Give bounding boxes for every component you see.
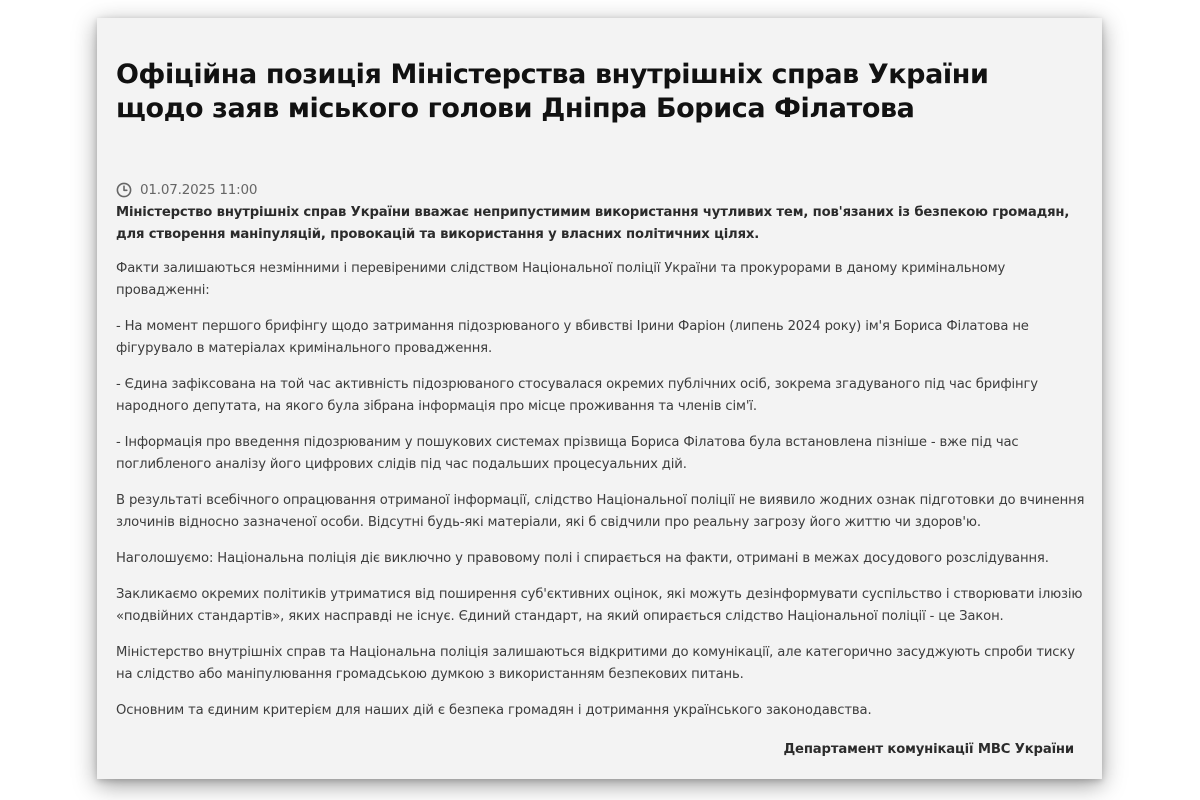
clock-icon (116, 182, 132, 198)
article-paragraph: Основним та єдиним критерієм для наших дій є безпека громадян і дотримання українського законодавства. (116, 703, 872, 718)
article-paragraph: Наголошуємо: Національна поліція діє виключно у правовому полі і спирається на факти, отримані в межах досудового розслідування. (116, 551, 1049, 566)
article-paragraph: - Єдина зафіксована на той час активність підозрюваного стосувалася окремих публічних осіб, зокрема згадуваного під час брифінгу народного депутата, на якого була зібрана інформація про місце проживання та членів сім'ї. (116, 377, 1038, 414)
article-paragraph: - Інформація про введення підозрюваним у пошукових системах прізвища Бориса Філатова була встановлена пізніше - вже під час поглибленого аналізу його цифрових слідів під час подальших процесуальних дій. (116, 435, 1019, 472)
article-body (116, 202, 1086, 736)
article-paragraph: Міністерство внутрішніх справ та Національна поліція залишаються відкритими до комунікації, але категорично засуджують спроби тиску на слідство або маніпулювання громадською думкою з використанням безпекових питань. (116, 645, 1075, 682)
article-paragraph: - На момент першого брифінгу щодо затримання підозрюваного у вбивстві Ірини Фаріон (липень 2024 року) ім'я Бориса Філатова не фігурувало в матеріалах кримінального провадження. (116, 319, 1029, 356)
article-paragraph: Факти залишаються незмінними і перевіреними слідством Національної поліції України та прокурорами в даному кримінальному провадженні: (116, 261, 1006, 298)
publish-date: 01.07.2025 11:00 (140, 182, 258, 198)
article-title: Офіційна позиція Міністерства внутрішніх справ України щодо заяв міського голови Дніпра Бориса Філатова (116, 59, 989, 124)
article-meta (116, 180, 257, 200)
article-signature: Департамент комунікації МВС України (783, 742, 1074, 757)
article-lead: Міністерство внутрішніх справ України вважає неприпустимим використання чутливих тем, пов'язаних із безпекою громадян, для створення маніпуляцій, провокацій та використання у власних політичних цілях. (116, 205, 1070, 242)
article-paragraph: Закликаємо окремих політиків утриматися від поширення суб'єктивних оцінок, які можуть дезінформувати суспільство і створювати ілюзію «подвійних стандартів», яких насправді не існує. Єдиний стандарт, на який опирається слідство Національної поліції - це Закон. (116, 587, 1083, 624)
article-card (97, 18, 1102, 779)
article-paragraph: В результаті всебічного опрацювання отриманої інформації, слідство Національної поліції не виявило жодних ознак підготовки до вчинення злочинів відносно зазначеної особи. Відсутні будь-які матеріали, які б свідчили про реальну загрозу його життю чи здоров'ю. (116, 493, 1085, 530)
